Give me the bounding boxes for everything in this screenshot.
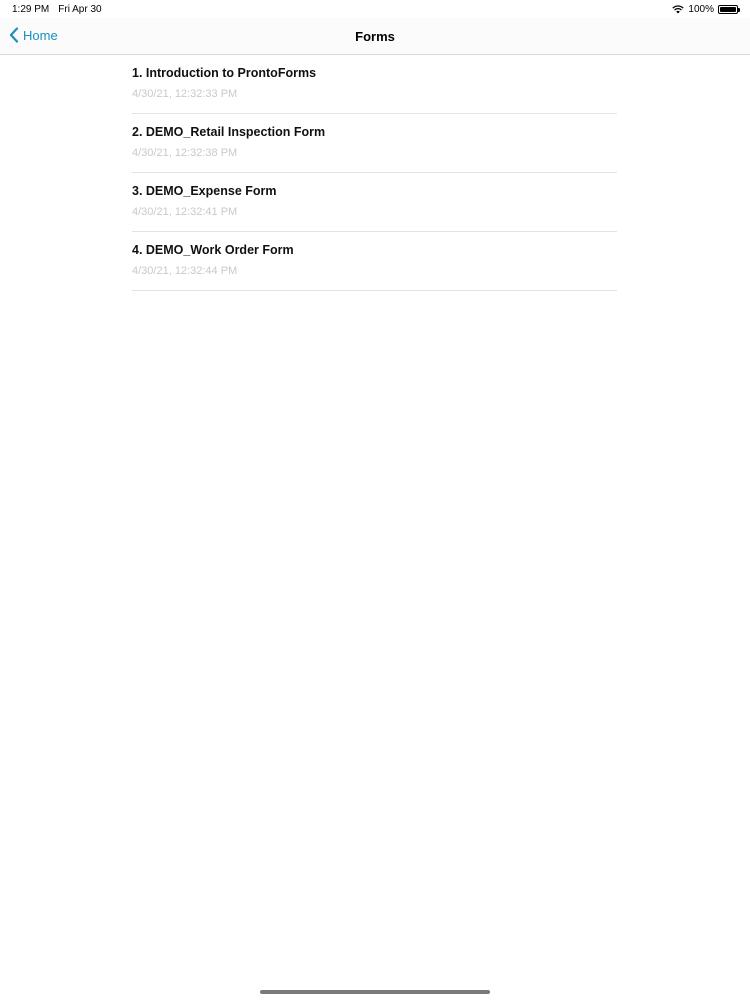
battery-percent: 100% [688, 4, 714, 15]
navigation-bar [0, 18, 750, 55]
battery-icon [718, 5, 738, 14]
form-title: 2. DEMO_Retail Inspection Form [132, 125, 326, 139]
form-list-item[interactable] [132, 114, 617, 173]
status-date: Fri Apr 30 [58, 4, 102, 15]
form-timestamp: 4/30/21, 12:32:33 PM [132, 88, 238, 100]
form-title: 1. Introduction to ProntoForms [132, 66, 317, 80]
form-list [132, 55, 617, 291]
status-time: 1:29 PM [12, 4, 50, 15]
status-left [12, 4, 102, 15]
page-title: Forms [355, 29, 395, 44]
form-list-item[interactable] [132, 173, 617, 232]
form-timestamp: 4/30/21, 12:32:44 PM [132, 265, 238, 277]
wifi-icon [672, 5, 684, 14]
form-list-item[interactable] [132, 55, 617, 114]
status-bar [0, 0, 750, 18]
home-indicator[interactable] [260, 990, 490, 994]
form-title: 4. DEMO_Work Order Form [132, 243, 294, 257]
back-button-label: Home [23, 27, 58, 43]
form-timestamp: 4/30/21, 12:32:38 PM [132, 147, 238, 159]
form-list-item[interactable] [132, 232, 617, 291]
status-right [672, 4, 738, 15]
form-title: 3. DEMO_Expense Form [132, 184, 277, 198]
form-timestamp: 4/30/21, 12:32:41 PM [132, 206, 238, 218]
